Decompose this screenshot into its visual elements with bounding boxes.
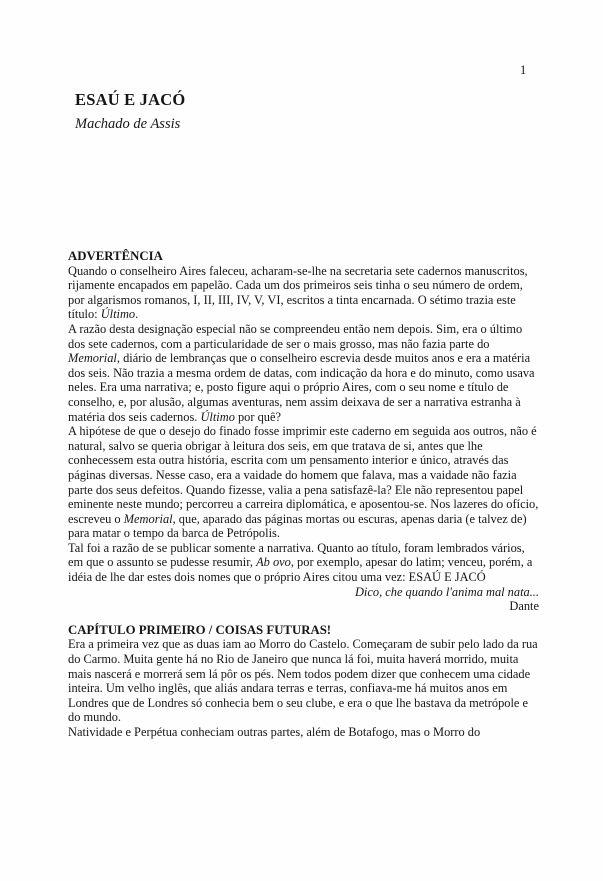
- page-number: 1: [520, 63, 527, 77]
- paragraph: Quando o conselheiro Aires faleceu, acharam-se-lhe na secretaria sete cadernos manuscritos, rijamente encapados em papelão. Cada um dos primeiros seis tinha o seu número de ordem, por algarismos romanos, I, II, III, IV, V, VI, escritos a tinta encarnada. O sétimo trazia este título: Último.: [68, 263, 528, 322]
- paragraph: Tal foi a razão de se publicar somente a narrativa. Quanto ao título, foram lembrados vários, em que o assunto se pudesse resumir, Ab ovo, por exemplo, apesar do latim; venceu, porém, a idéia de lhe dar estes dois nomes que o próprio Aires citou uma vez: ESAÚ E JACÓ: [68, 540, 533, 585]
- epigraph-attribution: Dante: [509, 599, 539, 614]
- advertencia-heading: ADVERTÊNCIA: [68, 249, 163, 263]
- book-title: ESAÚ E JACÓ: [75, 90, 186, 109]
- page-body: [68, 249, 539, 740]
- paragraph: A hipótese de que o desejo do finado fosse imprimir este caderno em seguida aos outros, não é natural, salvo se queria obrigar à leitura dos seis, em que tratava de si, antes que lhe conhecessem esta outra história, escrita com um pensamento interior e único, através das páginas diversas. Nesse caso, era a vaidade do homem que falava, mas a vaidade não fazia parte dos seus defeitos. Quando fizesse, valia a pena satisfazê-la? Ele não representou papel eminente neste mundo; percorreu a carreira diplomática, e aposentou-se. Nos lazeres do ofício, escreveu o Memorial, que, aparado das páginas mortas ou escuras, apenas daria (e talvez de) para matar o tempo da barca de Petrópolis.: [68, 424, 539, 541]
- paragraph: A razão desta designação especial não se compreendeu então nem depois. Sim, era o último dos sete cadernos, com a particularidade de ser o mais grosso, mas não fazia parte do Memorial, diário de lembranças que o conselheiro escrevia desde muitos anos e era a matéria dos seis. Não trazia a mesma ordem de datas, com indicação da hora e do minuto, como usava neles. Era uma narrativa; e, posto figure aqui o próprio Aires, com o seu nome e título de conselho, e, por alusão, algumas aventuras, nem assim deixava de ser a narrativa estranha à matéria dos seis cadernos. Último por quê?: [68, 321, 535, 424]
- chapter-heading: CAPÍTULO PRIMEIRO / COISAS FUTURAS!: [68, 622, 332, 637]
- paragraph: Natividade e Perpétua conheciam outras partes, além de Botafogo, mas o Morro do: [68, 725, 481, 739]
- epigraph-quote: Dico, che quando l'anima mal nata...: [354, 584, 539, 599]
- paragraph: Era a primeira vez que as duas iam ao Morro do Castelo. Começaram de subir pelo lado da rua do Carmo. Muita gente há no Rio de Janeiro que nunca lá foi, muita haverá morrido, muita mais nascerá e morrerá sem lá pôr os pés. Nem todos podem dizer que conhecem uma cidade inteira. Um velho inglês, que aliás andara terras e terras, confiava-me há muitos anos em Londres que de Londres só conhecia bem o seu clube, e era o que lhe bastava da metrópole e do mundo.: [68, 637, 538, 725]
- book-author: Machado de Assis: [75, 116, 181, 132]
